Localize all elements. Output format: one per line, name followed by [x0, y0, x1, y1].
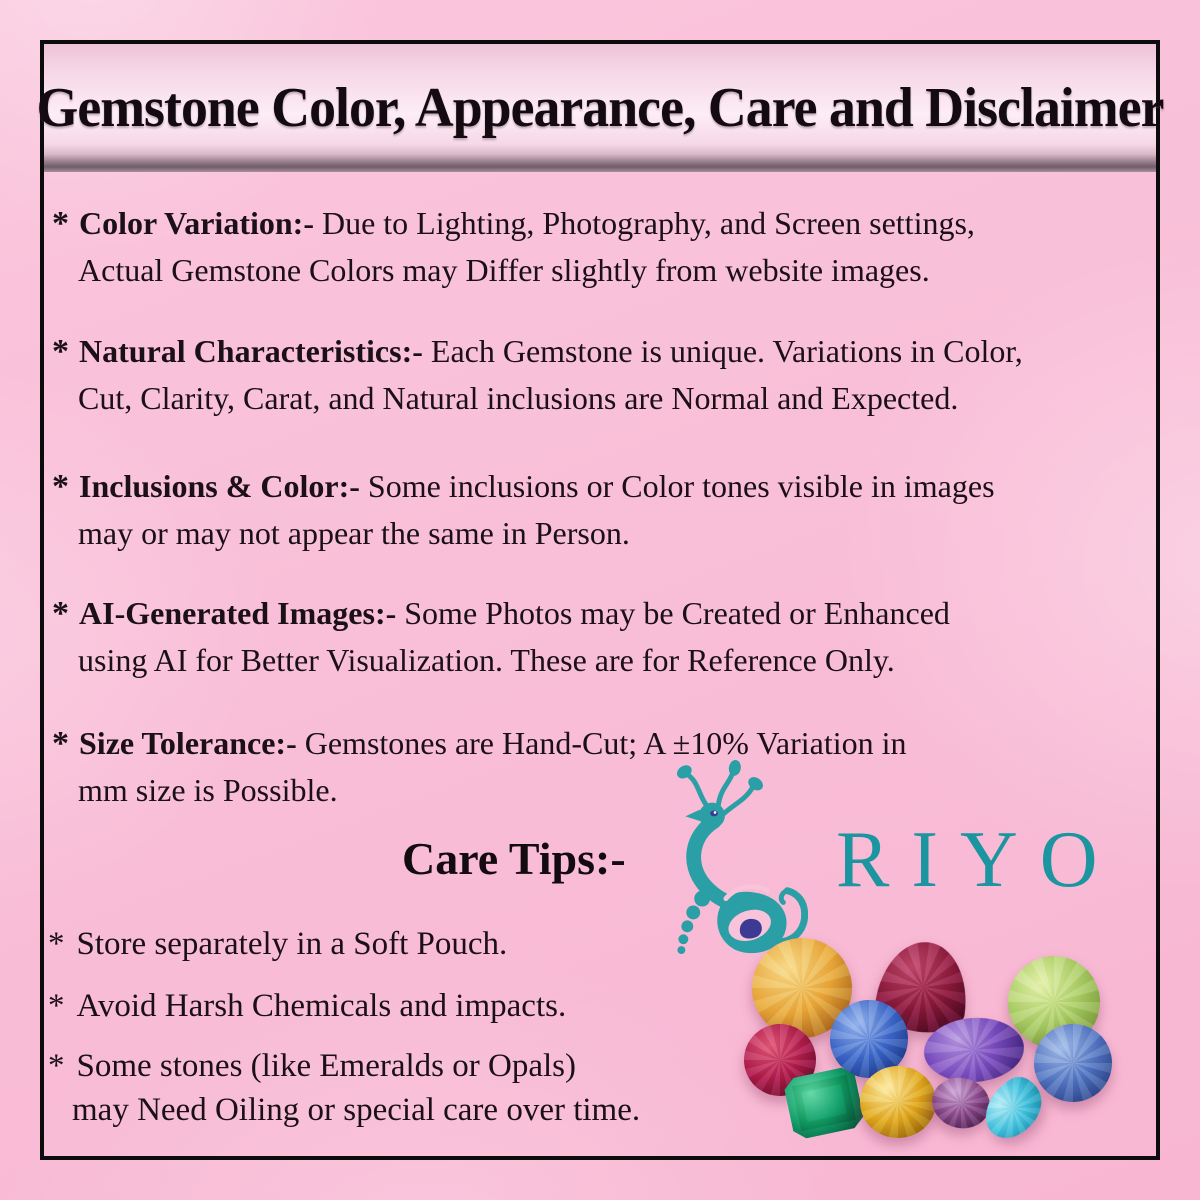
- disclaimer-item-color-variation: [52, 200, 975, 293]
- care-tip-item-chemicals: [48, 984, 566, 1028]
- asterisk-bullet-icon: *: [52, 205, 69, 242]
- disclaimer-text-cont: mm size is Possible.: [78, 772, 338, 808]
- disclaimer-text: Gemstones are Hand-Cut; A ±10% Variation in: [304, 725, 907, 761]
- care-tips-heading: Care Tips:-: [402, 833, 626, 884]
- disclaimer-text: Some inclusions or Color tones visible in images: [367, 468, 995, 504]
- care-tip-line: [48, 984, 566, 1028]
- disclaimer-text: Due to Lighting, Photography, and Screen settings,: [321, 205, 975, 241]
- disclaimer-text-cont: Actual Gemstone Colors may Differ slightly from website images.: [78, 252, 930, 288]
- care-tip-item-soft-pouch: [48, 922, 507, 966]
- disclaimer-line: [52, 328, 1023, 375]
- disclaimer-item-natural-characteristics: [52, 328, 1023, 421]
- care-tip-line: [48, 922, 507, 966]
- disclaimer-text-cont: may or may not appear the same in Person.: [78, 515, 630, 551]
- disclaimer-item-inclusions-color: [52, 463, 995, 556]
- peacock-logo-icon: [628, 760, 808, 958]
- care-tip-text: Avoid Harsh Chemicals and impacts.: [76, 988, 567, 1024]
- disclaimer-text: Each Gemstone is unique. Variations in Color,: [430, 333, 1023, 369]
- disclaimer-item-ai-generated-images: [52, 590, 950, 683]
- care-tip-line: [48, 1044, 640, 1088]
- disclaimer-line: [52, 590, 950, 637]
- disclaimer-text-cont: using AI for Better Visualization. These are for Reference Only.: [78, 642, 895, 678]
- care-tip-text-cont: may Need Oiling or special care over time.: [72, 1092, 641, 1128]
- asterisk-bullet-icon: *: [52, 468, 69, 505]
- title-banner: [36, 44, 1164, 172]
- asterisk-bullet-icon: *: [48, 926, 65, 962]
- asterisk-bullet-icon: *: [48, 1048, 65, 1084]
- disclaimer-label: Color Variation:-: [79, 205, 314, 241]
- asterisk-bullet-icon: *: [52, 725, 69, 762]
- care-tip-item-oiling: [48, 1044, 640, 1132]
- disclaimer-line: [52, 200, 975, 247]
- disclaimer-label: Natural Characteristics:-: [79, 333, 423, 369]
- disclaimer-label: Inclusions & Color:-: [79, 468, 360, 504]
- disclaimer-line: [52, 463, 995, 510]
- care-tip-text: Store separately in a Soft Pouch.: [76, 926, 508, 962]
- disclaimer-text-cont: Cut, Clarity, Carat, and Natural inclusions are Normal and Expected.: [78, 380, 959, 416]
- asterisk-bullet-icon: *: [52, 595, 69, 632]
- page-title: Gemstone Color, Appearance, Care and Disclaimer: [36, 77, 1164, 139]
- care-tip-text: Some stones (like Emeralds or Opals): [76, 1048, 576, 1084]
- disclaimer-label: Size Tolerance:-: [79, 725, 297, 761]
- disclaimer-text: Some Photos may be Created or Enhanced: [404, 595, 950, 631]
- brand-wordmark: RIYO: [836, 816, 1120, 904]
- asterisk-bullet-icon: *: [48, 988, 65, 1024]
- disclaimer-label: AI-Generated Images:-: [79, 595, 397, 631]
- asterisk-bullet-icon: *: [52, 333, 69, 370]
